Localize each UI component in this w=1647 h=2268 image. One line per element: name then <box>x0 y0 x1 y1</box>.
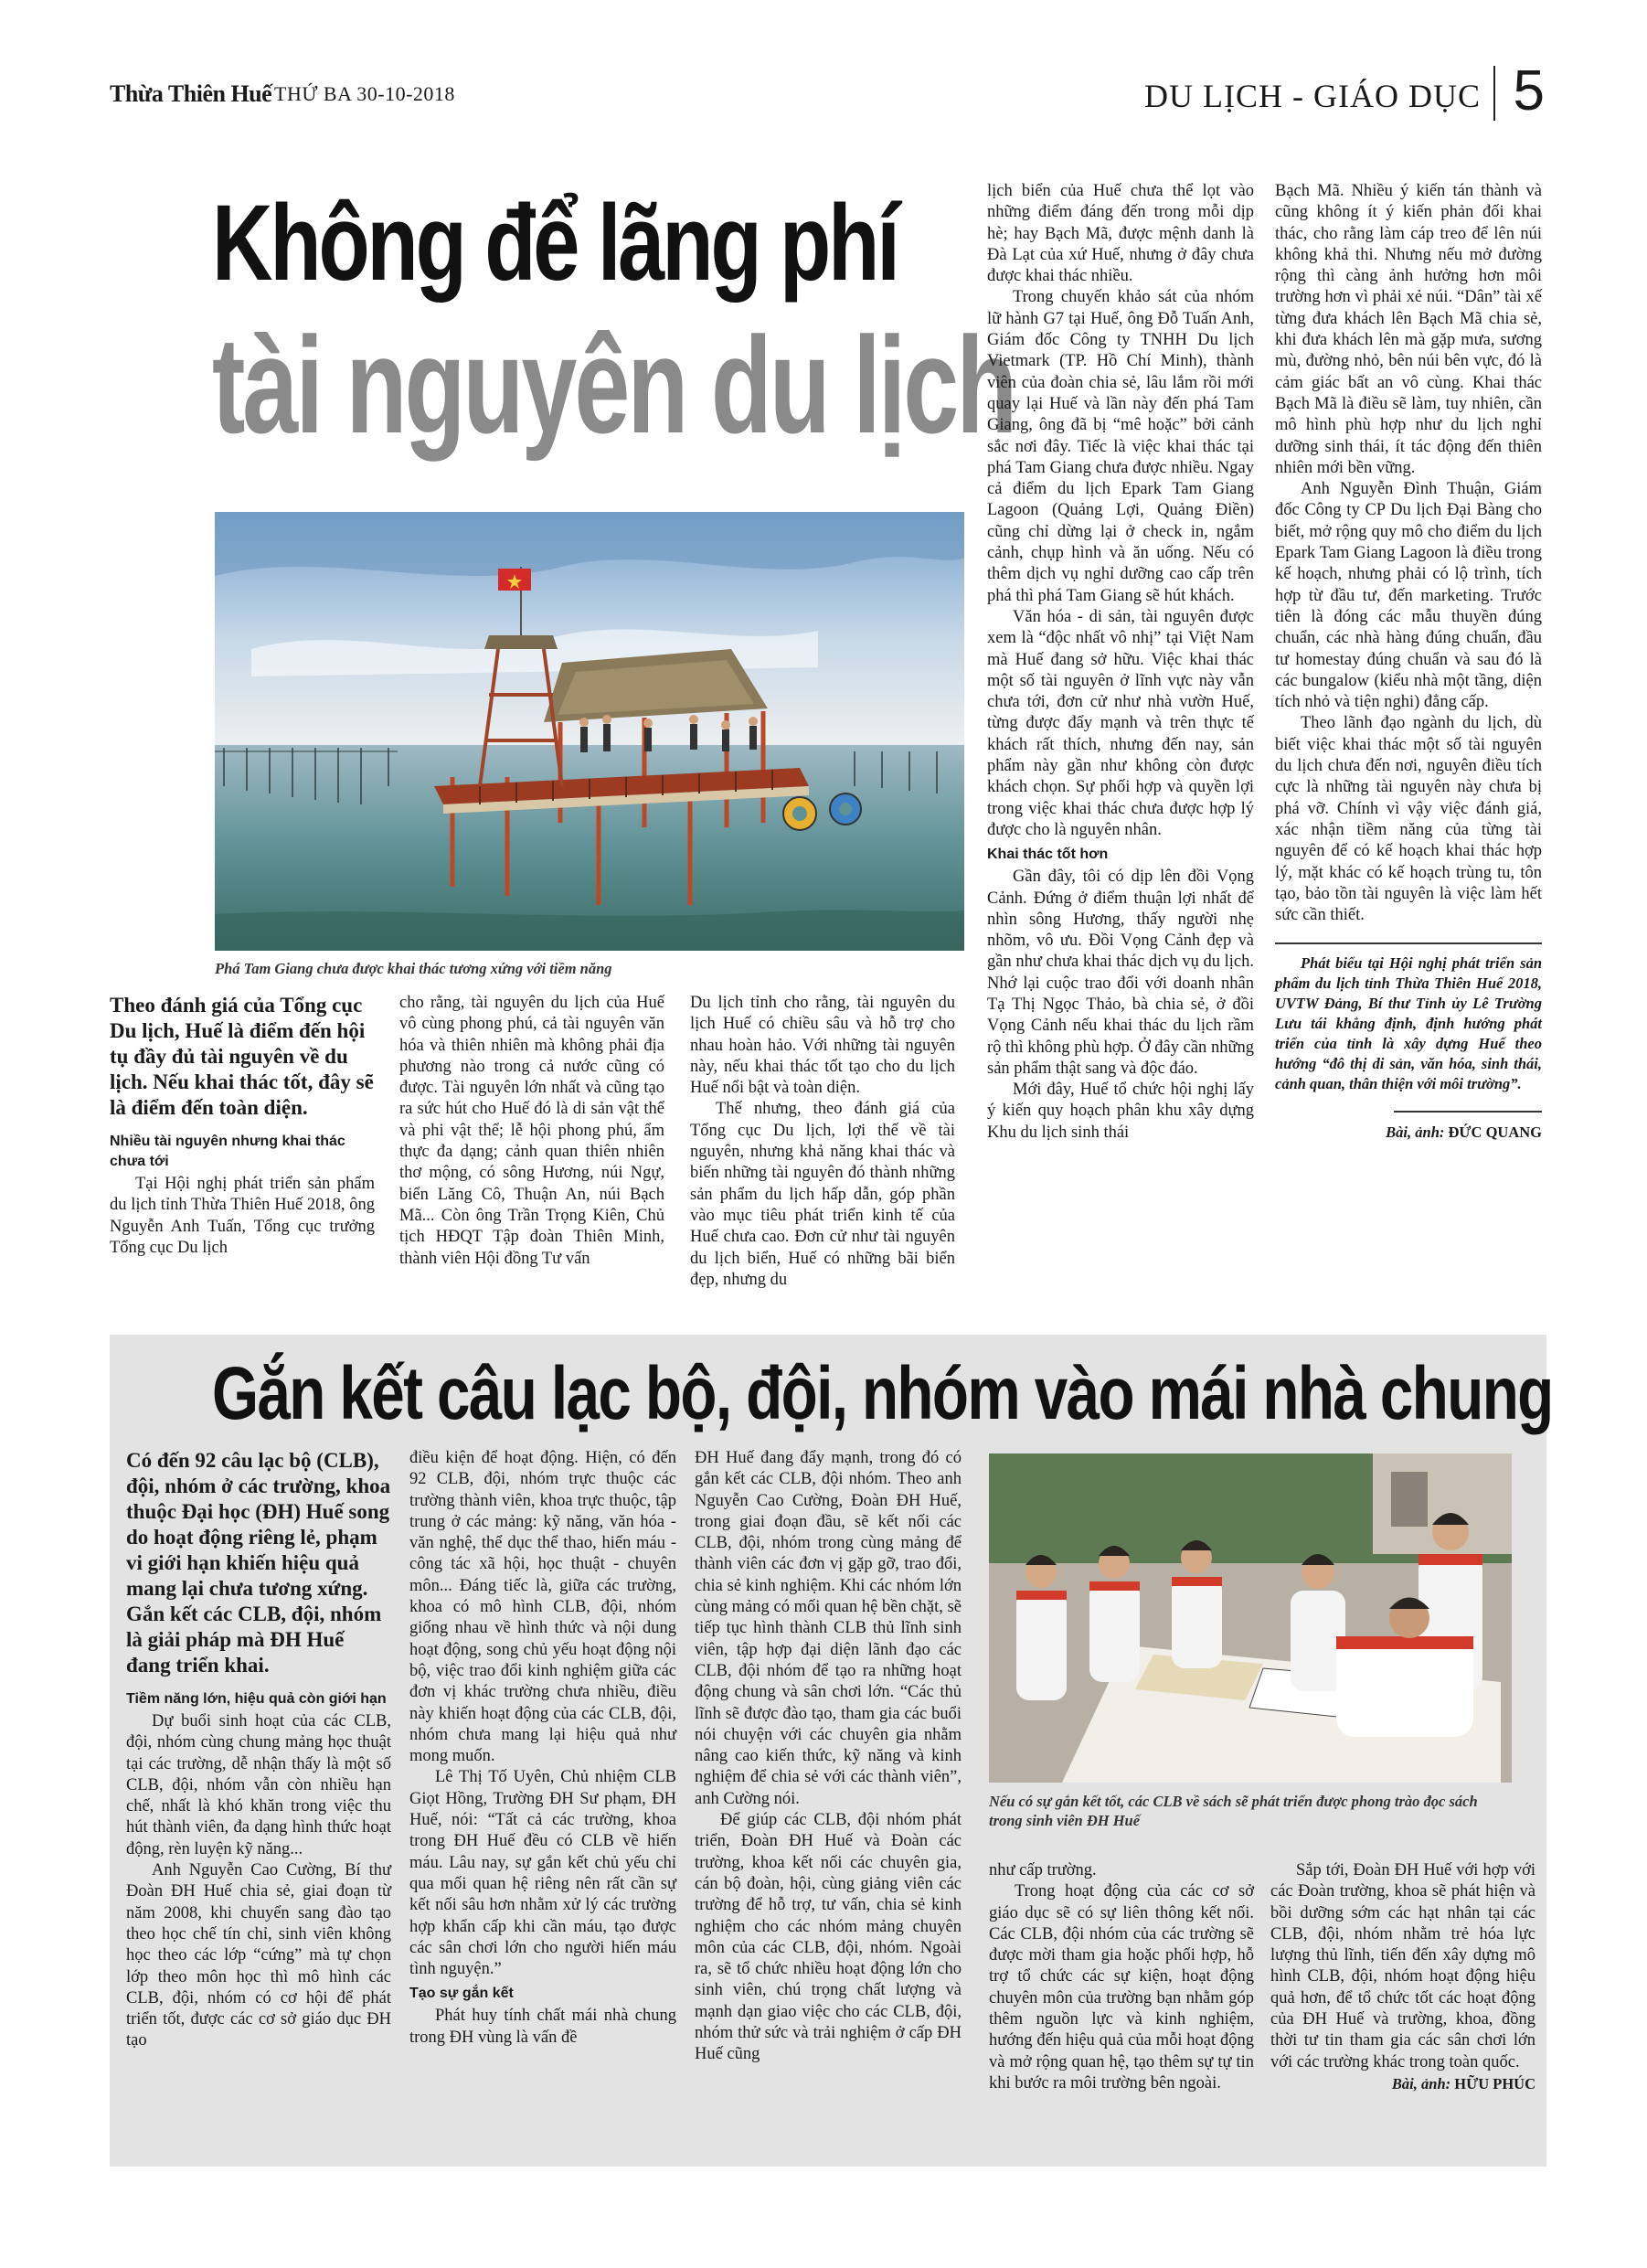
article2-headline: Gắn kết câu lạc bộ, đội, nhóm vào mái nhà chung <box>212 1352 1553 1435</box>
article1-paragraph: Bạch Mã. Nhiều ý kiến tán thành và cũng không ít ý kiến phản đối khai thác, cho rằng làm cáp treo để lên núi không khả thi. Nhưng nếu mở đường rộng thì càng ảnh hưởng hơn môi trường hơn vì phải xẻ núi. “Dân” tài xế từng đưa khách lên Bạch Mã chia sẻ, khi đưa khách lên mà gặp mưa, sương mù, đường nhỏ, bên núi bên vực, đó là cảm giác bất an vô cùng. Khai thác Bạch Mã là điều sẽ làm, tuy nhiên, cần mô hình phù hợp như du lịch nghỉ dưỡng sinh thái, ít tác động đến thiên nhiên mới bền vững. <box>1275 182 1542 477</box>
article1-paragraph: Thế nhưng, theo đánh giá của Tổng cục Du lịch, lợi thế về tài nguyên, nhưng khả năng khai thác và biến những tài nguyên đó thành những sản phẩm du lịch hấp dẫn, góp phần vào mục tiêu phát triển kinh tế của Huế chưa cao. Đơn cử như tài nguyên du lịch biển, Huế có những bãi biển đẹp, nhưng du <box>690 1100 955 1289</box>
article1-paragraph: Du lịch tỉnh cho rằng, tài nguyên du lịch Huế có chiều sâu và hỗ trợ cho nhau hoàn hảo. Với những tài nguyên này, nếu khai thác tốt tạo cho du lịch Huế nổi bật và toàn diện. <box>690 994 955 1098</box>
article2-paragraph: điều kiện để hoạt động. Hiện, có đến 92 CLB, đội, nhóm trực thuộc các trường thành viên, khoa trực thuộc, tập trung ở các mảng: kỹ năng, văn hóa - văn nghệ, thể dục thể thao, hiến máu - công tác xã hội, học thuật - chuyên môn... Đáng tiếc là, giữa các trường, khoa có mô hình CLB, đội, nhóm giống nhau về hình thức và nội dung hoạt động, song chủ yếu hoạt động nội bộ, việc trao đổi kinh nghiệm giữa các đơn vị khác trường chưa nhiều, điều này khiến hoạt động của các CLB, đội, nhóm chưa mang lại hiệu quả như mong muốn. <box>409 1449 676 1766</box>
article2-column-1 <box>126 1448 391 2052</box>
article1-headline-line2: tài nguyên du lịch <box>212 308 1015 462</box>
article1-lead: Theo đánh giá của Tổng cục Du lịch, Huế là điểm đến hội tụ đầy đủ tài nguyên về du lịch. Nếu khai thác tốt, đây sẽ là điểm đến toàn diện. <box>110 994 374 1119</box>
article2-paragraph: Trong hoạt động của các cơ sở giáo dục sẽ có sự liên thông kết nối. Các CLB, đội nhóm của các trường sẽ được mời tham gia hoặc phối hợp, hỗ trợ tổ chức các sự kiện, hoạt động chuyên môn của trường bạn nhằm góp thêm nguồn lực và kinh nghiệm, hướng đến hiệu quả của mỗi hoạt động và mở rộng quan hệ, tạo thêm sự tự tin khi bước ra môi trường bên ngoài. <box>989 1882 1254 2092</box>
byline-prefix: Bài, ảnh: <box>1386 1123 1445 1142</box>
article1-column-4 <box>987 181 1254 1144</box>
photo-caption-1: Phá Tam Giang chưa được khai thác tương xứng với tiềm năng <box>215 960 612 977</box>
article1-paragraph: Anh Nguyễn Đình Thuận, Giám đốc Công ty CP Du lịch Đại Bàng cho biết, mở rộng quy mô cho điểm du lịch Epark Tam Giang Lagoon là điều trong kế hoạch, nhưng phải có lộ trình, tích hợp từ đầu tư, đến marketing. Trước tiên là đóng các mẫu thuyền đúng chuẩn, các nhà hàng đúng chuẩn, đầu tư homestay đúng chuẩn và sau đó là các bungalow (kiểu nhà một tầng, diện tích nhỏ và tiện nghi) đẳng cấp. <box>1275 480 1542 712</box>
article1-subheading-2: Khai thác tốt hơn <box>987 847 1109 863</box>
article1-note-text: Phát biểu tại Hội nghị phát triển sản phẩm du lịch tỉnh Thừa Thiên Huế 2018, UVTW Đảng, Bí thư Tỉnh ủy Lê Trường Lưu tái khẳng định, định hướng phát triển của tỉnh là xây dựng Huế theo hướng “đô thị di sản, văn hóa, sinh thái, cảnh quan, thân thiện với môi trường”. <box>1275 954 1542 1093</box>
article1-headline-line1: Không để lãng phí <box>212 183 898 303</box>
page-number: 5 <box>1513 59 1545 122</box>
article2-byline <box>1270 2073 1535 2094</box>
article2-paragraph: Dự buổi sinh hoạt của các CLB, đội, nhóm cùng chung mảng học thuật tại các trường, dễ nhận thấy là một số CLB, đội, nhóm vẫn còn nhiều hạn chế, nhất là khó khăn trong việc thu hút thành viên, đa dạng hình thức hoạt động, rèn luyện kỹ năng... <box>126 1712 391 1858</box>
article1-byline <box>1275 1122 1542 1143</box>
article2-paragraph: Phát huy tính chất mái nhà chung trong ĐH vùng là vấn đề <box>409 2007 676 2047</box>
article2-lead: Có đến 92 câu lạc bộ (CLB), đội, nhóm ở các trường, khoa thuộc Đại học (ĐH) Huế song do hoạt động riêng lẻ, phạm vi giới hạn khiến hiệu quả mang lại chưa tương xứng. Gắn kết các CLB, đội, nhóm là giải pháp mà ĐH Huế đang triển khai. <box>126 1449 391 1677</box>
photo-caption-2: Nếu có sự gắn kết tốt, các CLB về sách sẽ phát triển được phong trào đọc sách trong sinh viên ĐH Huế <box>989 1793 1478 1829</box>
article2-paragraph: Anh Nguyễn Cao Cường, Bí thư Đoàn ĐH Huế chia sẻ, giai đoạn từ năm 2008, khi chuyển sang đào tạo theo học chế tín chỉ, sinh viên không học theo các lớp “cứng” mà tự chọn lớp theo môn học thì mô hình các CLB, đội, nhóm có cơ hội để phát triển tốt, được các cơ sở giáo dục ĐH tạo <box>126 1861 391 2050</box>
article1-paragraph: Tại Hội nghị phát triển sản phẩm du lịch tỉnh Thừa Thiên Huế 2018, ông Nguyễn Anh Tuấn, Tổng cục trưởng Tổng cục Du lịch <box>110 1175 375 1257</box>
article2-column-5 <box>1270 1860 1535 2094</box>
article1-paragraph: Theo lãnh đạo ngành du lịch, dù biết việc khai thác một số tài nguyên du lịch chưa đến nơi, nguyên điều tích cực là những tài nguyên này chưa bị phá vỡ. Chính vì vậy việc đánh giá, xác nhận tiềm năng của từng tài nguyên để có kế hoạch khai thác hợp lý, mặt khác có kế hoạch trùng tu, tôn tạo, bảo tồn tài nguyên là việc làm hết sức cần thiết. <box>1275 714 1542 925</box>
article2-subheading-2: Tạo sự gắn kết <box>409 1986 514 2002</box>
article1-column-2 <box>399 993 664 1270</box>
article1-column-3 <box>690 993 955 1291</box>
article2-paragraph: như cấp trường. <box>989 1861 1097 1879</box>
article2-subheading-1: Tiềm năng lớn, hiệu quả còn giới hạn <box>126 1691 387 1707</box>
note-divider <box>1275 942 1542 944</box>
article2-paragraph: Lê Thị Tố Uyên, Chủ nhiệm CLB Giọt Hồng, Trường ĐH Sư phạm, ĐH Huế, nói: “Tất cả các trường, khoa trong ĐH Huế đều có CLB về hiến máu. Lâu nay, sự gắn kết chủ yếu chỉ qua mối quan hệ riêng nên rất cần sự kết nối sâu hơn nhằm xử lý các trường hợp khẩn cấp khi cần máu, tạo được các sân chơi lớn cho người hiến máu tình nguyện.” <box>409 1768 676 1979</box>
page-header <box>110 59 1545 122</box>
section-title: DU LỊCH - GIÁO DỤC <box>1144 78 1481 114</box>
article1-paragraph: Văn hóa - di sản, tài nguyên được xem là “độc nhất vô nhị” tại Việt Nam mà Huế đang sở hữu. Việc khai thác một số tài nguyên ở lĩnh vực này vẫn chưa tới, đơn cử như nhà vườn Huế, từng được đẩy mạnh và trên thực tế khách rất thích, nhưng đến nay, sản phẩm này gần như không còn được khách chọn. Sự phối hợp và quyền lợi trong việc khai thác chưa được hợp lý được cho là nguyên nhân. <box>987 607 1254 839</box>
byline-author: ĐỨC QUANG <box>1448 1123 1542 1142</box>
article1-paragraph: Gần đây, tôi có dịp lên đồi Vọng Cảnh. Đứng ở điểm thuận lợi nhất để nhìn sông Hương, thấy người nhẹ nhõm, vô ưu. Đồi Vọng Cảnh đẹp và gần như chưa khai thác dịch vụ du lịch. Nhớ lại cuộc trao đổi với doanh nhân Tạ Thị Ngọc Thảo, bà chia sẻ, ở đồi Vọng Cảnh nếu khai thác du lịch rầm rộ thì không phù hợp. Ở đây cần những sản phẩm thật sang và độc đáo. <box>987 868 1254 1078</box>
byline-author: HỮU PHÚC <box>1454 2074 1535 2092</box>
students-reading-photo <box>989 1453 1512 1783</box>
tam-giang-lagoon-photo <box>215 512 964 951</box>
article1-column-1 <box>110 993 375 1259</box>
article1-subheading-1: Nhiều tài nguyên nhưng khai thác chưa tới <box>110 1134 345 1169</box>
article2-paragraph: Để giúp các CLB, đội nhóm phát triển, Đoàn ĐH Huế và Đoàn các trường, khoa kết nối các chuyên gia, cán bộ đoàn, hội, cùng giảng viên các trường để hỗ trợ, tư vấn, chia sẻ kinh nghiệm cho các nhóm mảng chuyên môn của các CLB, đội, nhóm. Ngoài ra, sẽ tổ chức nhiều hoạt động lớn cho sinh viên, chú trọng chất lượng và mạnh dạn giao việc cho các CLB, đội, nhóm thử sức và trải nghiệm ở cấp ĐH Huế cũng <box>695 1811 962 2064</box>
article2-column-3 <box>695 1448 962 2066</box>
article2-column-4 <box>989 1860 1254 2094</box>
header-divider <box>1493 66 1495 121</box>
byline-divider <box>1394 1111 1542 1113</box>
article1-paragraph: cho rằng, tài nguyên du lịch của Huế vô cùng phong phú, cả tài nguyên văn hóa và thiên nhiên mà không phải địa phương nào trong cả nước cũng có được. Tài nguyên lớn nhất và cũng tạo ra sức hút cho Huế đó là di sản vật thể và phi vật thể; lễ hội phong phú, ẩm thực đa dạng; cảnh quan thiên nhiên thơ mộng, có sông Hương, núi Ngự, biển Lăng Cô, Thuận An, núi Bạch Mã... Còn ông Trần Trọng Kiên, Chủ tịch HĐQT Tập đoàn Thiên Minh, thành viên Hội đồng Tư vấn <box>399 994 664 1268</box>
newspaper-name: Thừa Thiên Huế <box>110 80 272 107</box>
article1-sidebar-note <box>1275 953 1542 1094</box>
issue-date: THỨ BA 30-10-2018 <box>274 82 455 105</box>
article1-paragraph: Mới đây, Huế tổ chức hội nghị lấy ý kiến quy hoạch phân khu xây dựng Khu du lịch sinh thái <box>987 1081 1254 1142</box>
byline-prefix: Bài, ảnh: <box>1391 2074 1451 2092</box>
article1-paragraph: lịch biển của Huế chưa thể lọt vào những điểm đáng đến trong mỗi dịp hè; hay Bạch Mã, được mệnh danh là Đà Lạt của xứ Huế, nhưng ở đây chưa được khai thác nhiều. <box>987 182 1254 286</box>
article1-column-5 <box>1275 181 1542 1144</box>
article2-paragraph: ĐH Huế đang đẩy mạnh, trong đó có gắn kết các CLB, đội nhóm. Theo anh Nguyễn Cao Cường, Đoàn ĐH Huế, trong giai đoạn đầu, sẽ kết nối các CLB, đội, nhóm trong cùng mảng để thành viên các đơn vị gặp gỡ, trao đổi, chia sẻ kinh nghiệm. Khi các nhóm lớn cùng mảng có mối quan hệ bền chặt, sẽ tiếp tục hình thành CLB thủ lĩnh sinh viên, tập hợp đại diện lãnh đạo các CLB, đội nhóm để tạo ra những hoạt động chung và sân chơi lớn. “Các thủ lĩnh sẽ được đào tạo, tham gia các buổi nói chuyện với các chuyên gia nhằm nâng cao kiến thức, kỹ năng và kinh nghiệm để chia sẻ với các thành viên”, anh Cường nói. <box>695 1449 962 1808</box>
article2-paragraph: Sắp tới, Đoàn ĐH Huế với hợp với các Đoàn trường, khoa sẽ phát hiện và bồi dưỡng sớm các hạt nhân tại các CLB, đội, nhóm nhằm trẻ hóa lực lượng thủ lĩnh, tiến đến xây dựng mô hình CLB, đội, nhóm hoạt động hiệu quả hơn, để tổ chức tốt các hoạt động của ĐH Huế và trường, khoa, đồng thời tư tin tham gia các sân chơi lớn với các trường khác trong toàn quốc. <box>1270 1861 1535 2071</box>
article1-paragraph: Trong chuyến khảo sát của nhóm lữ hành G7 tại Huế, ông Đỗ Tuấn Anh, Giám đốc Công ty TNHH Du lịch Vietmark (TP. Hồ Chí Minh), thành viên của đoàn chia sẻ, lâu lắm rồi mới quay lại Huế và lần này đến phá Tam Giang, ông đã bị “mê hoặc” bởi cảnh sắc nơi đây. Tiếc là việc khai thác tại phá Tam Giang chưa được nhiều. Ngay cả điểm du lịch Epark Tam Giang Lagoon (Quảng Lợi, Quảng Điền) cũng chỉ dừng lại ở check in, ngắm cảnh, chụp hình và ăn uống. Nếu có thêm dịch vụ nghỉ dưỡng cao cấp trên phá thì phá Tam Giang sẽ hút khách. <box>987 288 1254 605</box>
article2-column-2 <box>409 1448 676 2049</box>
